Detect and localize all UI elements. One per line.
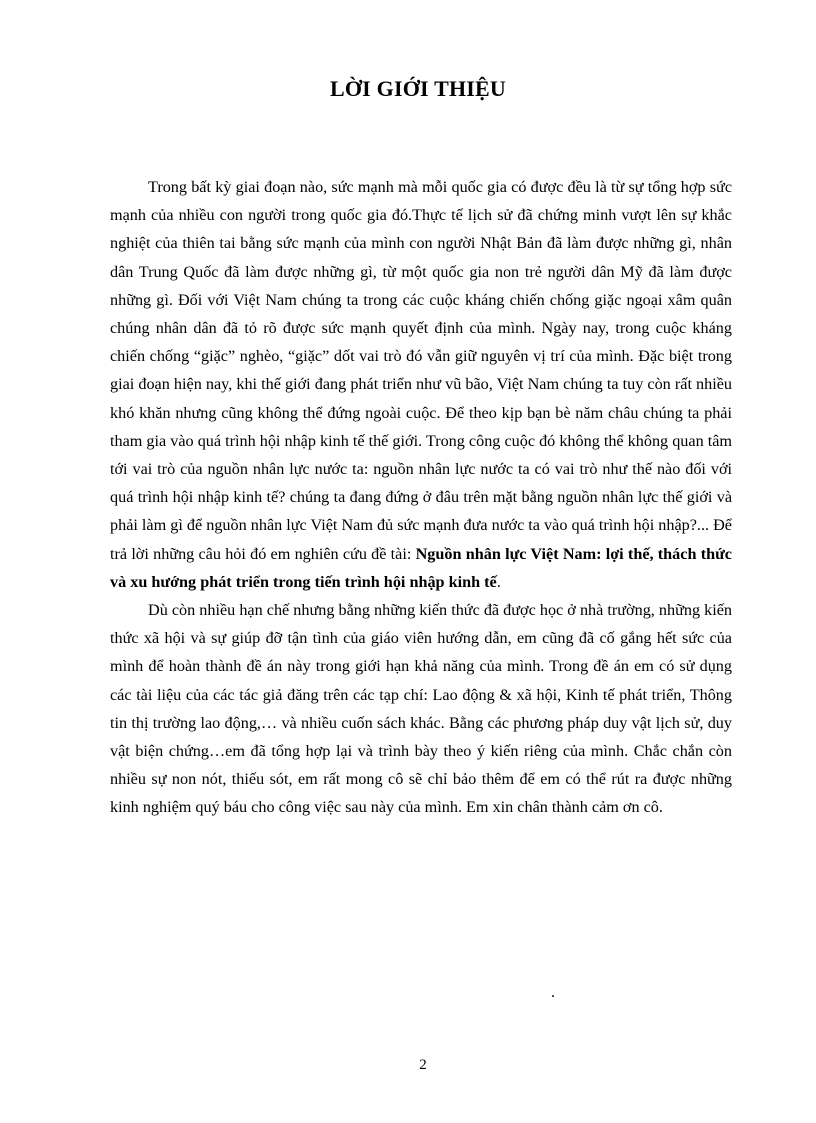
document-body [110,173,732,822]
intro-paragraph-1 [110,173,732,596]
research-topic-title: Nguồn nhân lực Việt Nam: lợi thế, thách thức và xu hướng phát triển trong tiến trình hội nhập kinh tế [110,544,732,591]
paragraph-1-text: Trong bất kỳ giai đoạn nào, sức mạnh mà mỗi quốc gia có được đều là từ sự tổng hợp sức mạnh của nhiều con người trong quốc gia đó.Thực tế lịch sử đã chứng minh vượt lên sự khắc nghiệt của thiên tai bằng sức mạnh của mình con người Nhật Bản đã làm được những gì, nhân dân Trung Quốc đã làm được những gì, từ một quốc gia non trẻ người dân Mỹ đã làm được những gì. Đối với Việt Nam chúng ta trong các cuộc kháng chiến chống giặc ngoại xâm quân chúng nhân dân đã tỏ rõ được sức mạnh quyết định của mình. Ngày nay, trong cuộc kháng chiến chống “giặc” nghèo, “giặc” dốt vai trò đó vẫn giữ nguyên vị trí của mình. Đặc biệt trong giai đoạn hiện nay, khi thế giới đang phát triển như vũ bão, Việt Nam chúng ta tuy còn rất nhiều khó khăn nhưng cũng không thể đứng ngoài cuộc. Để theo kịp bạn bè năm châu chúng ta phải tham gia vào quá trình hội nhập kinh tế thế giới. Trong công cuộc đó không thể không quan tâm tới vai trò của nguồn nhân lực nước ta: nguồn nhân lực nước ta có vai trò như thế nào đối với quá trình hội nhập kinh tế? chúng ta đang đứng ở đâu trên mặt bằng nguồn nhân lực thế giới và phải làm gì để nguồn nhân lực Việt Nam đủ sức mạnh đưa nước ta vào quá trình hội nhập?... Để trả lời những câu hỏi đó em nghiên cứu đề tài: [110,178,732,563]
page-title: LỜI GIỚI THIỆU [329,76,506,101]
stray-dot-mark: . [551,984,555,1001]
intro-paragraph-2: Dù còn nhiều hạn chế nhưng bằng những kiến thức đã được học ở nhà trường, những kiến thức xã hội và sự giúp đỡ tận tình của giáo viên hướng dẫn, em cũng đã cố gắng hết sức của mình để hoàn thành đề án này trong giới hạn khả năng của mình. Trong đề án em có sử dụng các tài liệu của các tác giả đăng trên các tạp chí: Lao động & xã hội, Kinh tế phát triển, Thông tin thị trường lao động,… và nhiều cuốn sách khác. Bằng các phương pháp duy vật lịch sử, duy vật biện chứng…em đã tổng hợp lại và trình bày theo ý kiến riêng của mình. Chắc chắn còn nhiều sự non nót, thiếu sót, em rất mong cô sẽ chỉ bảo thêm để em có thể rút ra được những kinh nghiệm quý báu cho công việc sau này của mình. Em xin chân thành cảm ơn cô. [110,601,732,817]
page-number: 2 [419,1057,427,1073]
paragraph-1-ending: . [496,572,501,591]
